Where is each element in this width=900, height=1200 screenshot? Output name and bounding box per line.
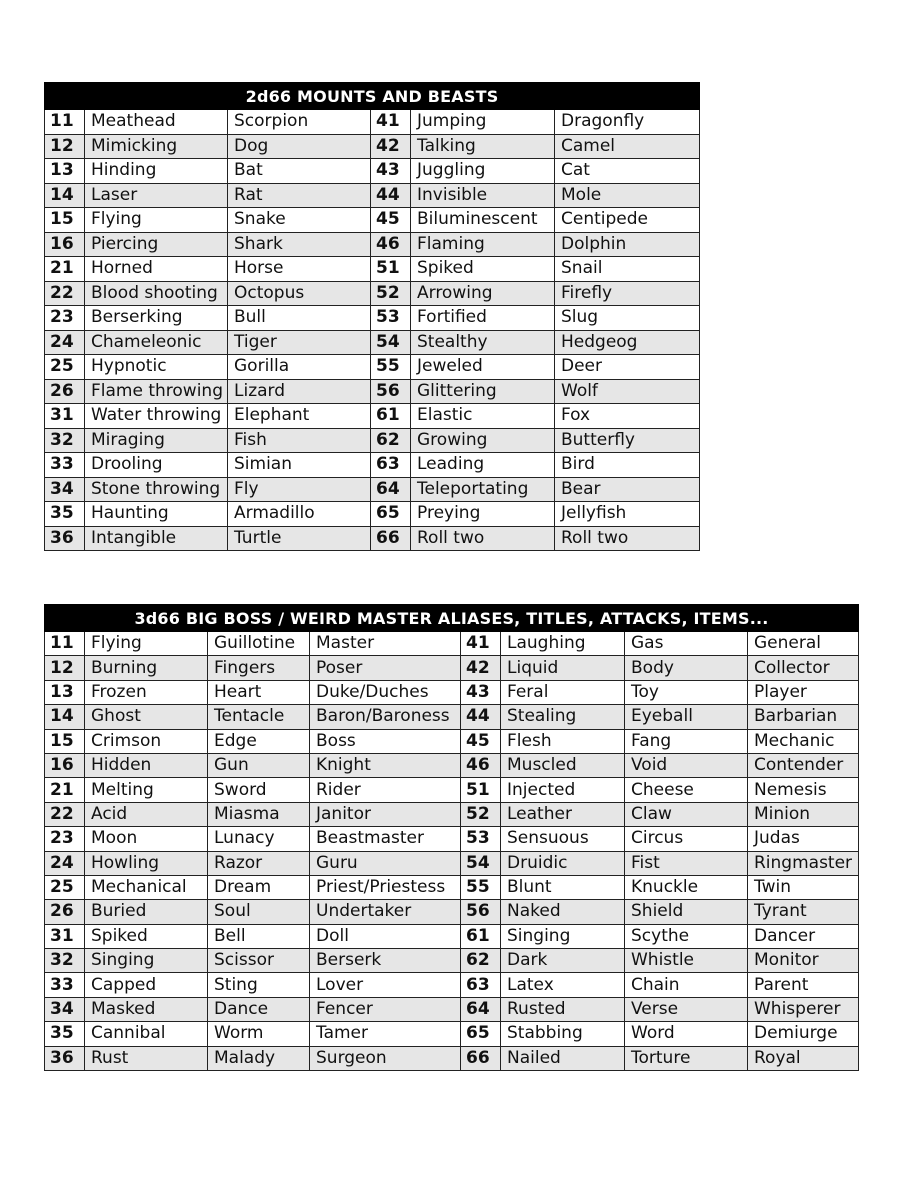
table-cell: Jeweled — [411, 355, 555, 380]
roll-number: 11 — [45, 632, 85, 656]
roll-number: 15 — [45, 729, 85, 753]
table-cell: Gorilla — [228, 355, 371, 380]
table-cell: Bell — [208, 924, 310, 948]
table-cell: Bat — [228, 159, 371, 184]
table-cell: Arrowing — [411, 281, 555, 306]
table-cell: Edge — [208, 729, 310, 753]
table-cell: Rat — [228, 183, 371, 208]
table-cell: Snail — [555, 257, 700, 282]
roll-number: 42 — [461, 656, 501, 680]
roll-number: 36 — [45, 1046, 85, 1070]
table-row — [45, 159, 700, 184]
roll-number: 25 — [45, 875, 85, 899]
table-cell: Invisible — [411, 183, 555, 208]
roll-number: 33 — [45, 973, 85, 997]
table-cell: Beastmaster — [310, 827, 461, 851]
table-cell: Cat — [555, 159, 700, 184]
table-cell: Liquid — [501, 656, 625, 680]
table-cell: Claw — [625, 802, 748, 826]
table-cell: Gas — [625, 632, 748, 656]
table-cell: Miraging — [85, 428, 228, 453]
table-row — [45, 827, 859, 851]
table-cell: Fly — [228, 477, 371, 502]
table-row — [45, 997, 859, 1021]
table-cell: Mechanical — [85, 875, 208, 899]
table-cell: Flying — [85, 208, 228, 233]
roll-number: 13 — [45, 680, 85, 704]
roll-number: 54 — [371, 330, 411, 355]
table-row — [45, 1046, 859, 1070]
table-row — [45, 973, 859, 997]
roll-number: 44 — [371, 183, 411, 208]
table-row — [45, 232, 700, 257]
table-cell: Armadillo — [228, 502, 371, 527]
roll-number: 64 — [461, 997, 501, 1021]
table-cell: Lunacy — [208, 827, 310, 851]
table-cell: Torture — [625, 1046, 748, 1070]
table-cell: General — [748, 632, 859, 656]
table-cell: Snake — [228, 208, 371, 233]
table-cell: Spiked — [85, 924, 208, 948]
table-cell: Barbarian — [748, 705, 859, 729]
roll-number: 42 — [371, 134, 411, 159]
table-cell: Duke/Duches — [310, 680, 461, 704]
table-cell: Wolf — [555, 379, 700, 404]
roll-number: 51 — [371, 257, 411, 282]
table-cell: Stealthy — [411, 330, 555, 355]
roll-number: 66 — [461, 1046, 501, 1070]
table-cell: Talking — [411, 134, 555, 159]
table-cell: Hedgeog — [555, 330, 700, 355]
table-row — [45, 729, 859, 753]
table-cell: Turtle — [228, 526, 371, 551]
table-row — [45, 778, 859, 802]
roll-number: 14 — [45, 705, 85, 729]
roll-number: 66 — [371, 526, 411, 551]
table-cell: Whisperer — [748, 997, 859, 1021]
table-cell: Stone throwing — [85, 477, 228, 502]
table-cell: Cheese — [625, 778, 748, 802]
roll-number: 61 — [371, 404, 411, 429]
roll-number: 15 — [45, 208, 85, 233]
table-cell: Dream — [208, 875, 310, 899]
roll-number: 55 — [371, 355, 411, 380]
table-cell: Flesh — [501, 729, 625, 753]
table-row — [45, 306, 700, 331]
table-cell: Dolphin — [555, 232, 700, 257]
table-cell: Sensuous — [501, 827, 625, 851]
table-cell: Water throwing — [85, 404, 228, 429]
table-cell: Heart — [208, 680, 310, 704]
table-row — [45, 656, 859, 680]
table-row — [45, 404, 700, 429]
table-cell: Fish — [228, 428, 371, 453]
table-row — [45, 330, 700, 355]
roll-number: 13 — [45, 159, 85, 184]
roll-number: 34 — [45, 997, 85, 1021]
table-cell: Rust — [85, 1046, 208, 1070]
table-row — [45, 208, 700, 233]
roll-number: 31 — [45, 404, 85, 429]
roll-number: 35 — [45, 502, 85, 527]
table-cell: Sting — [208, 973, 310, 997]
table-cell: Dance — [208, 997, 310, 1021]
table-cell: Growing — [411, 428, 555, 453]
table-cell: Guru — [310, 851, 461, 875]
table-row — [45, 502, 700, 527]
roll-number: 21 — [45, 257, 85, 282]
roll-number: 36 — [45, 526, 85, 551]
table-row — [45, 257, 700, 282]
table-cell: Leading — [411, 453, 555, 478]
table-cell: Monitor — [748, 949, 859, 973]
table-row — [45, 632, 859, 656]
roll-number: 46 — [371, 232, 411, 257]
roll-number: 34 — [45, 477, 85, 502]
table-row — [45, 680, 859, 704]
roll-number: 12 — [45, 656, 85, 680]
roll-number: 55 — [461, 875, 501, 899]
table-cell: Master — [310, 632, 461, 656]
table-cell: Shark — [228, 232, 371, 257]
table-cell: Collector — [748, 656, 859, 680]
table-cell: Jellyfish — [555, 502, 700, 527]
table-cell: Spiked — [411, 257, 555, 282]
table-cell: Scorpion — [228, 110, 371, 135]
table-cell: Contender — [748, 753, 859, 777]
roll-number: 35 — [45, 1022, 85, 1046]
table-cell: Muscled — [501, 753, 625, 777]
roll-number: 63 — [461, 973, 501, 997]
table-cell: Surgeon — [310, 1046, 461, 1070]
roll-number: 64 — [371, 477, 411, 502]
table-cell: Cannibal — [85, 1022, 208, 1046]
table-cell: Baron/Baroness — [310, 705, 461, 729]
table-cell: Tiger — [228, 330, 371, 355]
table-row — [45, 526, 700, 551]
table-cell: Intangible — [85, 526, 228, 551]
table-cell: Hidden — [85, 753, 208, 777]
table-cell: Buried — [85, 900, 208, 924]
roll-number: 25 — [45, 355, 85, 380]
table-cell: Ringmaster — [748, 851, 859, 875]
table-row — [45, 1022, 859, 1046]
table-cell: Mechanic — [748, 729, 859, 753]
table-cell: Toy — [625, 680, 748, 704]
table-cell: Lizard — [228, 379, 371, 404]
table-cell: Roll two — [411, 526, 555, 551]
table-cell: Drooling — [85, 453, 228, 478]
table-cell: Elastic — [411, 404, 555, 429]
roll-number: 16 — [45, 232, 85, 257]
table-cell: Centipede — [555, 208, 700, 233]
table-cell: Bear — [555, 477, 700, 502]
table-cell: Gun — [208, 753, 310, 777]
table-cell: Masked — [85, 997, 208, 1021]
table-cell: Melting — [85, 778, 208, 802]
table-cell: Latex — [501, 973, 625, 997]
table-cell: Haunting — [85, 502, 228, 527]
roll-number: 12 — [45, 134, 85, 159]
table-cell: Bird — [555, 453, 700, 478]
table-cell: Stealing — [501, 705, 625, 729]
table-cell: Razor — [208, 851, 310, 875]
table-cell: Flaming — [411, 232, 555, 257]
table-cell: Sword — [208, 778, 310, 802]
table-cell: Twin — [748, 875, 859, 899]
table-cell: Berserk — [310, 949, 461, 973]
table-cell: Slug — [555, 306, 700, 331]
table-row — [45, 379, 700, 404]
table-cell: Scythe — [625, 924, 748, 948]
table-row — [45, 477, 700, 502]
table-row — [45, 281, 700, 306]
roll-number: 54 — [461, 851, 501, 875]
table-cell: Lover — [310, 973, 461, 997]
table-cell: Whistle — [625, 949, 748, 973]
roll-number: 22 — [45, 802, 85, 826]
table-cell: Dancer — [748, 924, 859, 948]
roll-number: 33 — [45, 453, 85, 478]
roll-number: 53 — [371, 306, 411, 331]
table-cell: Juggling — [411, 159, 555, 184]
roll-number: 24 — [45, 851, 85, 875]
table-cell: Biluminescent — [411, 208, 555, 233]
table-cell: Dragonfly — [555, 110, 700, 135]
table-cell: Fingers — [208, 656, 310, 680]
roll-number: 53 — [461, 827, 501, 851]
table-cell: Berserking — [85, 306, 228, 331]
table-row — [45, 183, 700, 208]
table-cell: Void — [625, 753, 748, 777]
table-cell: Word — [625, 1022, 748, 1046]
roll-number: 24 — [45, 330, 85, 355]
roll-number: 23 — [45, 306, 85, 331]
table-cell: Camel — [555, 134, 700, 159]
table-cell: Bull — [228, 306, 371, 331]
table-cell: Nailed — [501, 1046, 625, 1070]
table-cell: Deer — [555, 355, 700, 380]
roll-number: 62 — [371, 428, 411, 453]
roll-number: 32 — [45, 949, 85, 973]
table-cell: Flame throwing — [85, 379, 228, 404]
table-cell: Fencer — [310, 997, 461, 1021]
table-cell: Blood shooting — [85, 281, 228, 306]
roll-number: 32 — [45, 428, 85, 453]
table-cell: Octopus — [228, 281, 371, 306]
roll-number: 63 — [371, 453, 411, 478]
table-cell: Piercing — [85, 232, 228, 257]
table-cell: Tentacle — [208, 705, 310, 729]
table-row — [45, 705, 859, 729]
table-cell: Knight — [310, 753, 461, 777]
table-row — [45, 949, 859, 973]
table-cell: Howling — [85, 851, 208, 875]
table-cell: Dark — [501, 949, 625, 973]
table-row — [45, 924, 859, 948]
roll-number: 22 — [45, 281, 85, 306]
roll-number: 16 — [45, 753, 85, 777]
roll-number: 43 — [371, 159, 411, 184]
table-cell: Soul — [208, 900, 310, 924]
table-cell: Mimicking — [85, 134, 228, 159]
roll-number: 26 — [45, 379, 85, 404]
table-cell: Ghost — [85, 705, 208, 729]
roll-number: 56 — [371, 379, 411, 404]
table-cell: Priest/Priestess — [310, 875, 461, 899]
table-cell: Fist — [625, 851, 748, 875]
roll-number: 11 — [45, 110, 85, 135]
table-cell: Capped — [85, 973, 208, 997]
table-row — [45, 851, 859, 875]
table-row — [45, 110, 700, 135]
table-cell: Simian — [228, 453, 371, 478]
table-cell: Roll two — [555, 526, 700, 551]
table-row — [45, 428, 700, 453]
table-cell: Fang — [625, 729, 748, 753]
roll-number: 41 — [371, 110, 411, 135]
table-cell: Janitor — [310, 802, 461, 826]
table-cell: Undertaker — [310, 900, 461, 924]
table-cell: Royal — [748, 1046, 859, 1070]
table-cell: Crimson — [85, 729, 208, 753]
roll-number: 31 — [45, 924, 85, 948]
table-cell: Knuckle — [625, 875, 748, 899]
table-title: 2d66 MOUNTS AND BEASTS — [45, 83, 700, 110]
table-cell: Glittering — [411, 379, 555, 404]
table-cell: Horse — [228, 257, 371, 282]
table-cell: Nemesis — [748, 778, 859, 802]
table-cell: Worm — [208, 1022, 310, 1046]
table-cell: Meathead — [85, 110, 228, 135]
table-row — [45, 875, 859, 899]
table-cell: Circus — [625, 827, 748, 851]
roll-number: 56 — [461, 900, 501, 924]
table-cell: Tamer — [310, 1022, 461, 1046]
table-cell: Naked — [501, 900, 625, 924]
table-cell: Poser — [310, 656, 461, 680]
table-cell: Fox — [555, 404, 700, 429]
roll-number: 65 — [371, 502, 411, 527]
table-cell: Firefly — [555, 281, 700, 306]
table-cell: Shield — [625, 900, 748, 924]
table-cell: Hinding — [85, 159, 228, 184]
roll-number: 45 — [371, 208, 411, 233]
table-cell: Teleportating — [411, 477, 555, 502]
table-cell: Rusted — [501, 997, 625, 1021]
mounts-and-beasts-table — [44, 82, 700, 551]
table-cell: Laughing — [501, 632, 625, 656]
table-cell: Horned — [85, 257, 228, 282]
table-cell: Malady — [208, 1046, 310, 1070]
table-cell: Laser — [85, 183, 228, 208]
table-cell: Butterfly — [555, 428, 700, 453]
roll-number: 65 — [461, 1022, 501, 1046]
table-cell: Boss — [310, 729, 461, 753]
roll-number: 43 — [461, 680, 501, 704]
table-cell: Singing — [85, 949, 208, 973]
table-cell: Hypnotic — [85, 355, 228, 380]
table-row — [45, 355, 700, 380]
table-row — [45, 453, 700, 478]
big-boss-table — [44, 604, 859, 1071]
table-cell: Injected — [501, 778, 625, 802]
table-cell: Doll — [310, 924, 461, 948]
roll-number: 26 — [45, 900, 85, 924]
roll-number: 52 — [371, 281, 411, 306]
table-cell: Jumping — [411, 110, 555, 135]
table-cell: Moon — [85, 827, 208, 851]
table-cell: Fortified — [411, 306, 555, 331]
table-cell: Acid — [85, 802, 208, 826]
table-cell: Mole — [555, 183, 700, 208]
roll-number: 45 — [461, 729, 501, 753]
table-row — [45, 900, 859, 924]
table-cell: Minion — [748, 802, 859, 826]
table-cell: Singing — [501, 924, 625, 948]
table-cell: Demiurge — [748, 1022, 859, 1046]
table-cell: Miasma — [208, 802, 310, 826]
roll-number: 44 — [461, 705, 501, 729]
table-cell: Druidic — [501, 851, 625, 875]
table-cell: Rider — [310, 778, 461, 802]
roll-number: 23 — [45, 827, 85, 851]
table-cell: Scissor — [208, 949, 310, 973]
table-cell: Preying — [411, 502, 555, 527]
table-row — [45, 753, 859, 777]
table-cell: Chain — [625, 973, 748, 997]
table-cell: Guillotine — [208, 632, 310, 656]
table-cell: Parent — [748, 973, 859, 997]
roll-number: 61 — [461, 924, 501, 948]
table-cell: Dog — [228, 134, 371, 159]
roll-number: 41 — [461, 632, 501, 656]
table-row — [45, 802, 859, 826]
table-row — [45, 134, 700, 159]
table-cell: Frozen — [85, 680, 208, 704]
table-cell: Tyrant — [748, 900, 859, 924]
table-cell: Chameleonic — [85, 330, 228, 355]
table-cell: Feral — [501, 680, 625, 704]
roll-number: 52 — [461, 802, 501, 826]
table-cell: Stabbing — [501, 1022, 625, 1046]
table-cell: Flying — [85, 632, 208, 656]
roll-number: 62 — [461, 949, 501, 973]
roll-number: 21 — [45, 778, 85, 802]
roll-number: 14 — [45, 183, 85, 208]
table-title: 3d66 BIG BOSS / WEIRD MASTER ALIASES, TITLES, ATTACKS, ITEMS... — [45, 605, 859, 632]
table-cell: Body — [625, 656, 748, 680]
table-cell: Verse — [625, 997, 748, 1021]
roll-number: 46 — [461, 753, 501, 777]
table-cell: Elephant — [228, 404, 371, 429]
table-cell: Player — [748, 680, 859, 704]
table-cell: Eyeball — [625, 705, 748, 729]
table-cell: Leather — [501, 802, 625, 826]
table-cell: Judas — [748, 827, 859, 851]
table-cell: Blunt — [501, 875, 625, 899]
table-cell: Burning — [85, 656, 208, 680]
roll-number: 51 — [461, 778, 501, 802]
